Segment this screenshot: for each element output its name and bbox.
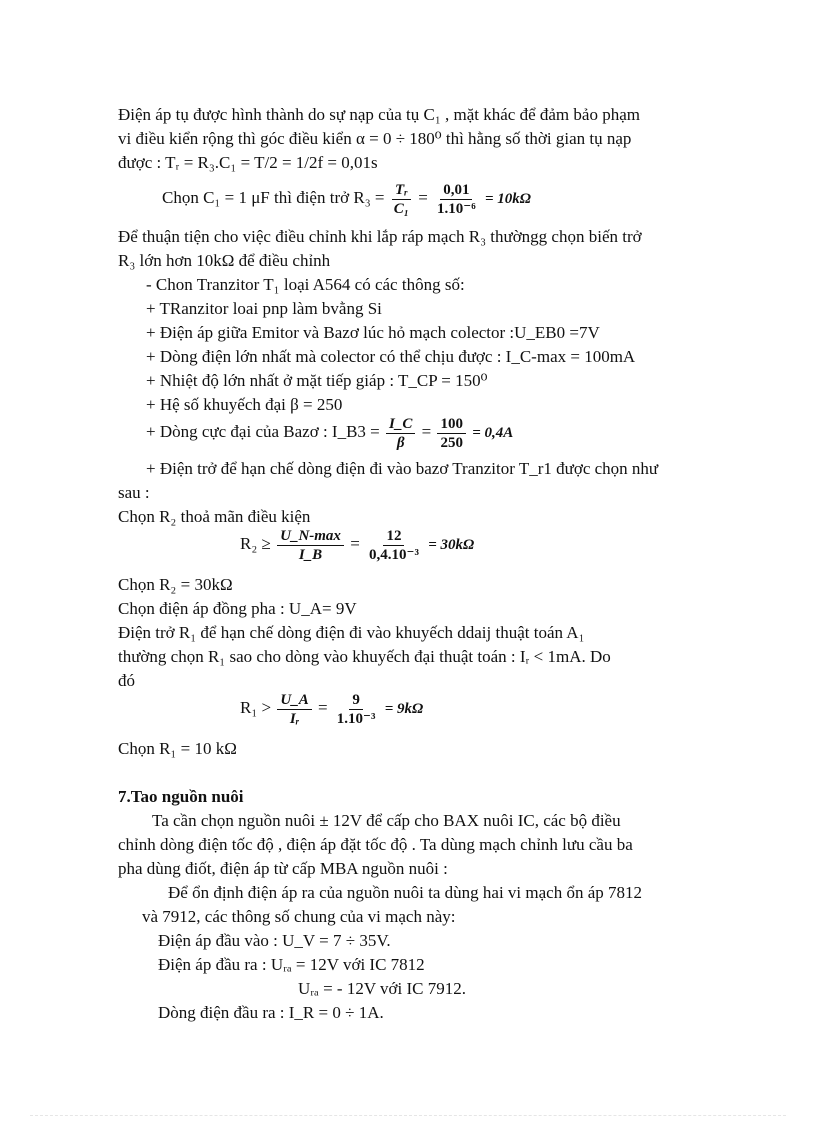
equation-prefix: R₁ >: [240, 698, 272, 717]
paragraph-line: Ta cần chọn nguồn nuôi ± 12V để cấp cho BAX nuôi IC, các bộ điều: [152, 811, 621, 830]
spec-line: Điện áp đầu vào : U_V = 7 ÷ 35V.: [158, 931, 391, 950]
paragraph-line: Chọn R₁ = 10 kΩ: [118, 739, 237, 758]
equals-sign: =: [317, 698, 328, 717]
denominator: 1.10⁻³: [336, 710, 376, 727]
numerator: 0,01: [440, 182, 472, 200]
paragraph-line: R₃ lớn hơn 10kΩ để điều chỉnh: [118, 251, 331, 270]
equation-prefix: Chọn C₁ = 1 μF thì điện trở R₃ =: [162, 188, 385, 207]
paragraph-line: đó: [118, 671, 135, 690]
fraction: [434, 182, 479, 217]
denominator: 1.10⁻⁶: [437, 200, 476, 217]
paragraph-line: được : Tᵣ = R₃.C₁ = T/2 = 1/2f = 0,01s: [118, 153, 378, 172]
denominator: 0,4.10⁻³: [369, 546, 419, 563]
equation-result: = 0,4A: [472, 425, 514, 441]
equation-ib: [146, 412, 513, 453]
numerator: 9: [349, 692, 363, 710]
equals-sign: =: [421, 422, 432, 441]
numerator: Tᵣ: [392, 182, 411, 200]
denominator: C₁: [393, 200, 409, 217]
fraction: [366, 528, 422, 563]
paragraph-line: sau :: [118, 483, 150, 502]
paragraph-line: Để thuận tiện cho việc điều chỉnh khi lắp ráp mạch R₃ thườngg chọn biến trở: [118, 227, 642, 246]
numerator: I_C: [386, 416, 415, 434]
paragraph-line: Điện trở R₁ để hạn chế dòng điện đi vào khuyếch ddaij thuật toán A₁: [118, 623, 585, 642]
spec-line: Dòng điện đầu ra : I_R = 0 ÷ 1A.: [158, 1003, 384, 1022]
list-item: + Điện trở để hạn chế dòng điện đi vào bazơ Tranzitor T_r1 được chọn như: [146, 459, 659, 478]
fraction: [277, 528, 344, 563]
paragraph-line: Điện áp tụ được hình thành do sự nạp của tụ C₁ , mặt khác để đảm bảo phạm: [118, 105, 640, 124]
equation-r1: [240, 688, 423, 729]
bullet-item: - Chon Tranzitor T₁ loại A564 có các thông số:: [146, 275, 465, 294]
numerator: U_A: [277, 692, 311, 710]
paragraph-line: Chọn R₂ thoả mãn điều kiện: [118, 507, 311, 526]
paragraph-line: chỉnh dòng điện tốc độ , điện áp đặt tốc độ . Ta dùng mạch chỉnh lưu cầu ba: [118, 835, 633, 854]
spec-line: Uᵣₐ = - 12V với IC 7912.: [298, 979, 467, 998]
equation-result: = 9kΩ: [384, 701, 424, 717]
paragraph-line: thường chọn R₁ sao cho dòng vào khuyếch đại thuật toán : Iᵣ < 1mA. Do: [118, 647, 611, 666]
list-item: + Dòng điện lớn nhất mà colector có thể chịu được : I_C-max = 100mA: [146, 347, 636, 366]
denominator: β: [396, 434, 405, 451]
list-item: + Hệ số khuyếch đại β = 250: [146, 395, 343, 414]
equals-sign: =: [350, 534, 360, 553]
fraction: [391, 182, 412, 217]
equation-prefix: + Dòng cực đại của Bazơ : I_B3 =: [146, 422, 380, 441]
paragraph-line: và 7912, các thông số chung của vi mạch này:: [142, 907, 456, 926]
numerator: U_N-max: [277, 528, 344, 546]
section-heading: 7.Tao nguồn nuôi: [118, 787, 244, 806]
equals-sign: =: [418, 188, 428, 207]
paragraph-line: Chọn R₂ = 30kΩ: [118, 575, 233, 594]
list-item: + Nhiệt độ lớn nhất ở mặt tiếp giáp : T_CP = 150⁰: [146, 371, 488, 390]
list-item: + TRanzitor loai pnp làm bvằng Si: [146, 299, 382, 318]
fraction: [334, 692, 379, 727]
paragraph-line: Để ổn định điện áp ra của nguồn nuôi ta dùng hai vi mạch ổn áp 7812: [168, 883, 642, 902]
denominator: I_B: [298, 546, 323, 563]
denominator: Iᵣ: [289, 710, 300, 727]
fraction: [437, 416, 466, 451]
equation-r2: [240, 524, 474, 565]
denominator: 250: [440, 434, 463, 451]
list-item: + Điện áp giữa Emitor và Bazơ lúc hỏ mạch colector :U_EB0 =7V: [146, 323, 600, 342]
equation-result: = 30kΩ: [428, 537, 475, 553]
paragraph-line: pha dùng điốt, điện áp từ cấp MBA nguồn nuôi :: [118, 859, 448, 878]
equation-r3: [162, 178, 531, 219]
paragraph-line: vi điều kiển rộng thì góc điều kiển α = 0 ÷ 180⁰ thì hằng số thời gian tụ nạp: [118, 129, 632, 148]
page-bottom-rule: [30, 1115, 786, 1116]
numerator: 12: [383, 528, 404, 546]
fraction: [386, 416, 415, 451]
spec-line: Điện áp đầu ra : Uᵣₐ = 12V với IC 7812: [158, 955, 425, 974]
numerator: 100: [437, 416, 466, 434]
paragraph-line: Chọn điện áp đồng pha : U_A= 9V: [118, 599, 357, 618]
fraction: [277, 692, 311, 727]
equation-result: = 10kΩ: [484, 191, 531, 207]
equation-prefix: R₂ ≥: [240, 534, 271, 553]
